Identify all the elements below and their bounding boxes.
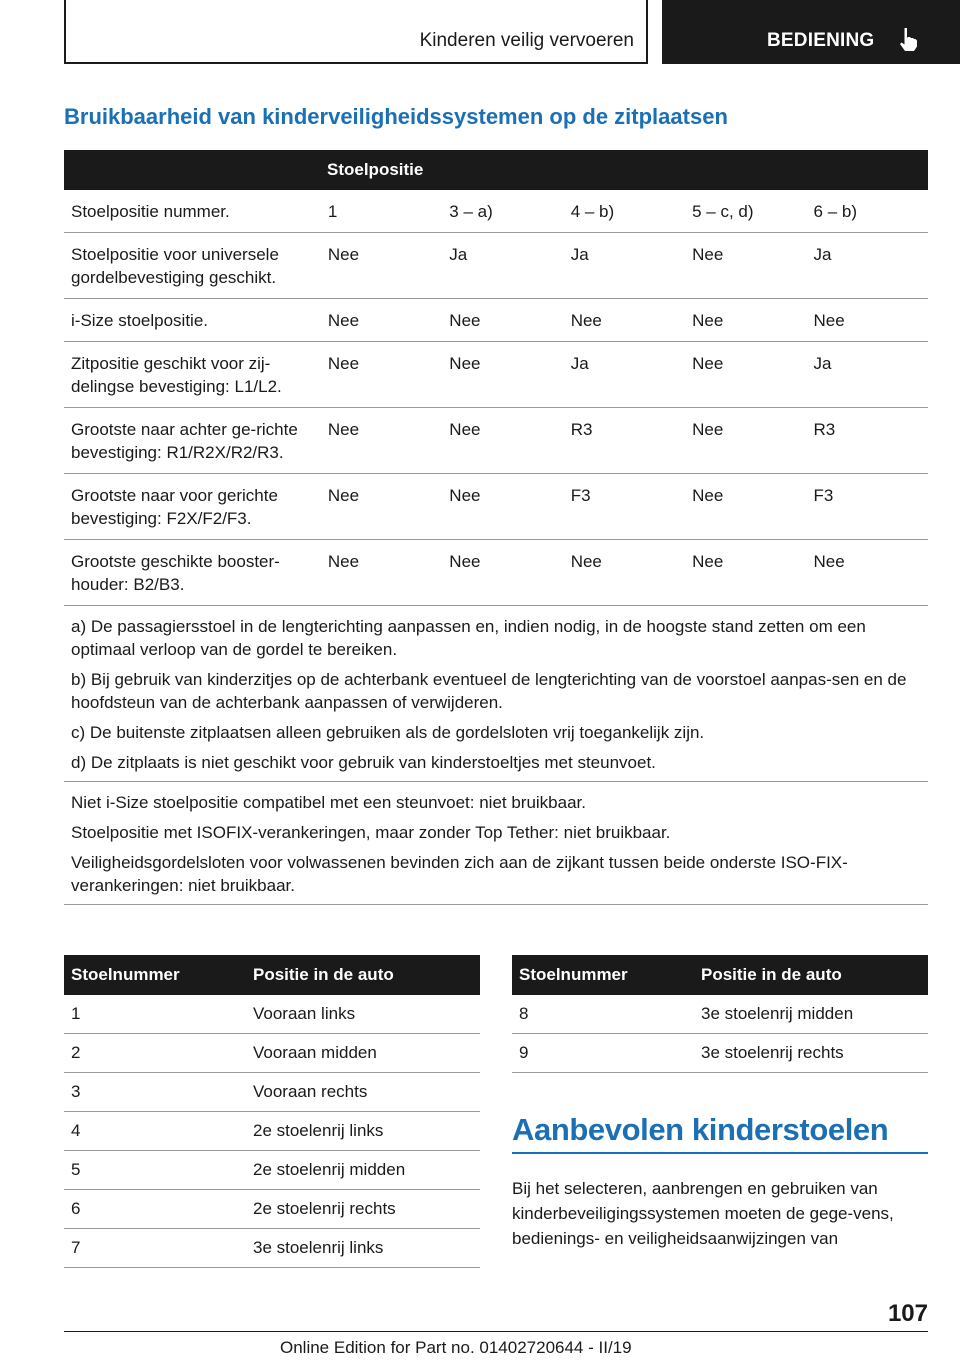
table-row xyxy=(64,995,480,1034)
footnote: b) Bij gebruik van kinderzitjes op de achterbank eventueel de lengterichting van de voorstoel aanpas-sen en de hoofdsteun van de achterbank aanpassen of verwijderen. xyxy=(71,670,907,712)
notes-cell xyxy=(64,782,928,905)
row-label: i-Size stoelpositie. xyxy=(64,299,321,342)
table-row xyxy=(64,299,928,342)
table-cell: Nee xyxy=(685,408,806,474)
table-cell: F3 xyxy=(564,474,685,540)
position-cell: Vooraan midden xyxy=(246,1034,480,1073)
seat-number-cell: 8 xyxy=(512,995,694,1034)
position-cell: 2e stoelenrij links xyxy=(246,1112,480,1151)
table-cell: 6 – b) xyxy=(807,190,928,233)
column-header: Positie in de auto xyxy=(694,955,928,995)
header-chapter-box xyxy=(64,0,648,64)
page-number: 107 xyxy=(887,1300,928,1327)
table-cell: Nee xyxy=(685,342,806,408)
position-cell: 2e stoelenrij rechts xyxy=(246,1190,480,1229)
table-cell: Nee xyxy=(442,540,563,606)
table-cell: Nee xyxy=(807,299,928,342)
table-header-row xyxy=(64,150,928,190)
table-cell: Ja xyxy=(807,342,928,408)
row-label: Stoelpositie nummer. xyxy=(64,190,321,233)
table-row xyxy=(64,408,928,474)
table-cell: F3 xyxy=(807,474,928,540)
table-cell: 5 – c, d) xyxy=(685,190,806,233)
table-cell: Nee xyxy=(685,299,806,342)
table-cell: R3 xyxy=(564,408,685,474)
table-row xyxy=(512,1034,928,1073)
table-cell: Ja xyxy=(564,233,685,299)
table-cell: Nee xyxy=(321,342,442,408)
table-cell: Nee xyxy=(442,474,563,540)
table-cell: Nee xyxy=(321,408,442,474)
table-cell: Nee xyxy=(442,342,563,408)
section-title: Bruikbaarheid van kinderveiligheidssystemen op de zitplaatsen xyxy=(64,104,728,129)
table-header: Stoelpositie xyxy=(64,150,928,190)
footnotes-row xyxy=(64,606,928,782)
seat-number-cell: 1 xyxy=(64,995,246,1034)
row-label: Zitpositie geschikt voor zij-delingse bevestiging: L1/L2. xyxy=(64,342,321,408)
table-header-row xyxy=(64,955,480,995)
notes-row xyxy=(64,782,928,905)
table-cell: Ja xyxy=(442,233,563,299)
seat-number-cell: 7 xyxy=(64,1229,246,1268)
table-header-row xyxy=(512,955,928,995)
header-section-box xyxy=(662,0,960,64)
table-row xyxy=(64,1151,480,1190)
table-row xyxy=(64,1073,480,1112)
table-row xyxy=(64,1112,480,1151)
table-cell: 1 xyxy=(321,190,442,233)
body-paragraph: Bij het selecteren, aanbrengen en gebruiken van kinderbeveiligingssystemen moeten de gege-vens, bedienings- en veiligheidsaanwijzingen van xyxy=(512,1179,894,1248)
row-label: Stoelpositie voor universele gordelbevestiging geschikt. xyxy=(64,233,321,299)
table-cell: Nee xyxy=(564,299,685,342)
footnote: d) De zitplaats is niet geschikt voor gebruik van kinderstoeltjes met steunvoet. xyxy=(71,753,656,772)
seat-number-cell: 6 xyxy=(64,1190,246,1229)
table-row xyxy=(64,190,928,233)
position-cell: 3e stoelenrij rechts xyxy=(694,1034,928,1073)
row-label: Grootste naar achter ge-richte bevestiging: R1/R2X/R2/R3. xyxy=(64,408,321,474)
seat-number-table-right xyxy=(512,955,928,1073)
table-cell: Nee xyxy=(321,474,442,540)
column-header: Positie in de auto xyxy=(246,955,480,995)
table-cell: R3 xyxy=(807,408,928,474)
footnotes-cell xyxy=(64,606,928,782)
table-row xyxy=(64,1229,480,1268)
footnote: c) De buitenste zitplaatsen alleen gebruiken als de gordelsloten vrij toegankelijk zijn. xyxy=(71,723,705,742)
seat-number-table-left xyxy=(64,955,480,1268)
section-label: BEDIENING xyxy=(767,30,875,51)
table-row xyxy=(64,540,928,606)
heading-recommended-child-seats: Aanbevolen kinderstoelen xyxy=(512,1112,928,1154)
seat-number-cell: 2 xyxy=(64,1034,246,1073)
column-header: Stoelnummer xyxy=(512,955,694,995)
seat-number-cell: 4 xyxy=(64,1112,246,1151)
table-row xyxy=(64,1190,480,1229)
table-cell: Nee xyxy=(321,299,442,342)
note: Niet i-Size stoelpositie compatibel met een steunvoet: niet bruikbaar. xyxy=(71,793,586,812)
table-row xyxy=(64,1034,480,1073)
position-cell: Vooraan rechts xyxy=(246,1073,480,1112)
row-label: Grootste geschikte booster-houder: B2/B3. xyxy=(64,540,321,606)
seat-position-table xyxy=(64,150,928,905)
position-cell: 3e stoelenrij midden xyxy=(694,995,928,1034)
table-cell: Ja xyxy=(807,233,928,299)
seat-number-cell: 9 xyxy=(512,1034,694,1073)
note: Veiligheidsgordelsloten voor volwassenen bevinden zich aan de zijkant tussen beide onderste ISO-FIX-verankeringen: niet bruikbaar. xyxy=(71,853,848,895)
position-cell: 2e stoelenrij midden xyxy=(246,1151,480,1190)
hand-pointer-icon xyxy=(895,26,921,52)
table-cell: Nee xyxy=(685,474,806,540)
table-cell: 4 – b) xyxy=(564,190,685,233)
table-cell: 3 – a) xyxy=(442,190,563,233)
table-row xyxy=(512,995,928,1034)
chapter-title: Kinderen veilig vervoeren xyxy=(419,30,634,51)
table-row xyxy=(64,342,928,408)
table-cell: Nee xyxy=(807,540,928,606)
footer-edition: Online Edition for Part no. 01402720644 - II/19 xyxy=(280,1338,632,1357)
table-cell: Nee xyxy=(442,408,563,474)
table-cell: Nee xyxy=(442,299,563,342)
table-cell: Ja xyxy=(564,342,685,408)
table-cell: Nee xyxy=(321,233,442,299)
footer-divider xyxy=(64,1331,928,1332)
note: Stoelpositie met ISOFIX-verankeringen, maar zonder Top Tether: niet bruikbaar. xyxy=(71,823,671,842)
column-header: Stoelnummer xyxy=(64,955,246,995)
table-cell: Nee xyxy=(564,540,685,606)
table-row xyxy=(64,233,928,299)
table-cell: Nee xyxy=(685,233,806,299)
footnote: a) De passagiersstoel in de lengterichting aanpassen en, indien nodig, in de hoogste stand zetten om een optimaal verloop van de gordel te bereiken. xyxy=(71,617,866,659)
table-cell: Nee xyxy=(685,540,806,606)
table-row xyxy=(64,474,928,540)
position-cell: Vooraan links xyxy=(246,995,480,1034)
row-label: Grootste naar voor gerichte bevestiging: F2X/F2/F3. xyxy=(64,474,321,540)
seat-number-cell: 5 xyxy=(64,1151,246,1190)
position-cell: 3e stoelenrij links xyxy=(246,1229,480,1268)
table-cell: Nee xyxy=(321,540,442,606)
seat-number-cell: 3 xyxy=(64,1073,246,1112)
